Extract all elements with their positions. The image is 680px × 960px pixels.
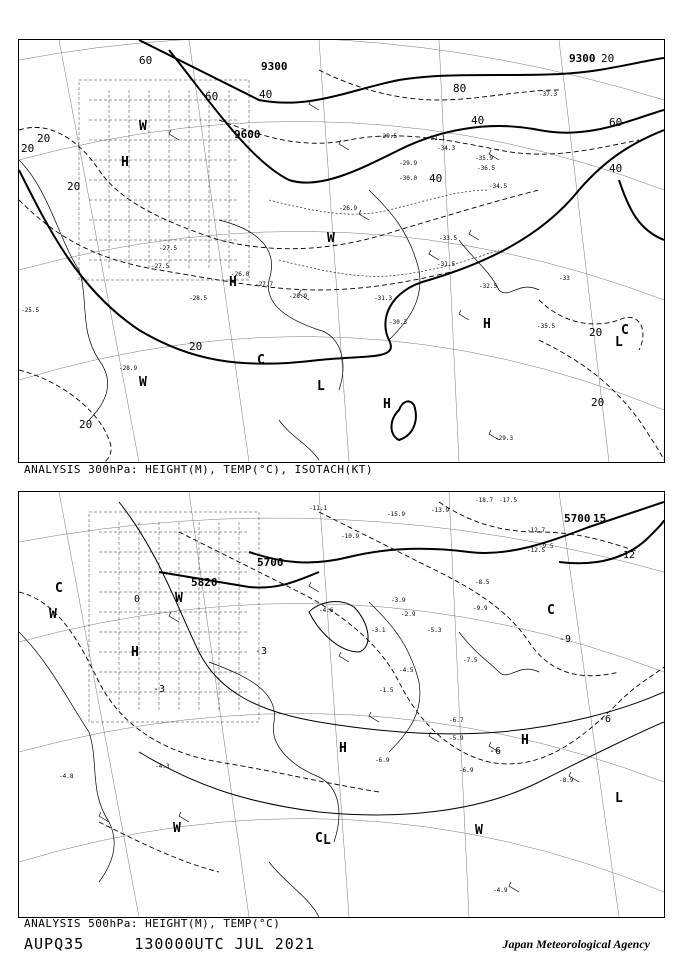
high-center: H: [483, 317, 491, 332]
isotach-label: 20: [589, 326, 603, 339]
isotach-label: 20: [67, 180, 81, 193]
pressure-centers-300: [121, 119, 629, 412]
isotach-label: 20: [601, 52, 615, 65]
map-500hpa: [18, 491, 665, 918]
coastline-500: [19, 602, 539, 917]
height-label: 5700: [257, 556, 284, 569]
high-center: H: [383, 397, 391, 412]
station-temp: -12.7: [527, 527, 546, 534]
warm-center: W: [139, 375, 147, 390]
cold-center: C: [55, 581, 63, 596]
cold-center: C: [621, 323, 629, 338]
station-temp: -3.9: [391, 597, 406, 604]
low-center: L: [615, 791, 623, 806]
high-center: H: [121, 155, 129, 170]
station-data-300: [21, 91, 570, 442]
isotach-label: 40: [609, 162, 623, 175]
station-temp: -27.5: [159, 245, 178, 252]
station-temp: -10.9: [341, 533, 360, 540]
warm-center: W: [49, 607, 57, 622]
station-temp: -4.8: [59, 773, 74, 780]
cold-center: C: [257, 353, 265, 368]
high-center: H: [521, 733, 529, 748]
wind-barbs-500: [99, 582, 579, 892]
station-temp: -4.6: [319, 607, 334, 614]
isotherm-label: -6: [599, 714, 612, 725]
isotach-label: 20: [21, 142, 35, 155]
station-temp: -26.9: [339, 205, 358, 212]
station-temp: -27.5: [151, 263, 170, 270]
station-temp: -34.3: [437, 145, 456, 152]
station-temp: -11.1: [309, 505, 328, 512]
map-300hpa-canvas: [19, 40, 664, 462]
station-temp: -31.1: [427, 135, 446, 142]
station-temp: -28.5: [189, 295, 208, 302]
isotach-label: 20: [591, 396, 605, 409]
station-temp: -8.5: [475, 579, 490, 586]
isotach-label: 40: [259, 88, 273, 101]
station-temp: -36.5: [477, 165, 496, 172]
station-temp: -4.3: [155, 763, 170, 770]
station-temp: -18.7: [475, 497, 494, 504]
isotach-label: 80: [453, 82, 467, 95]
isotach-label: 40: [471, 114, 485, 127]
map-300hpa: [18, 39, 665, 463]
station-temp: -25.5: [21, 307, 40, 314]
station-temp: -30.0: [399, 175, 418, 182]
isotach-label: 20: [189, 340, 203, 353]
station-temp: -29.9: [399, 160, 418, 167]
station-temp: -1.5: [379, 687, 394, 694]
station-temp: -7.5: [463, 657, 478, 664]
station-temp: -28.9: [289, 293, 308, 300]
isotach-label: 20: [79, 418, 93, 431]
height-label: 9300: [569, 52, 596, 65]
caption-500hpa: ANALYSIS 500hPa: HEIGHT(M), TEMP(°C): [24, 917, 281, 930]
isotachs-300: [19, 70, 664, 462]
cold-center: C: [547, 603, 555, 618]
station-temp: -33: [559, 275, 570, 282]
station-temp: -31.3: [374, 295, 393, 302]
warm-center: W: [173, 821, 181, 836]
station-temp: -9.5: [539, 543, 554, 550]
station-temp: -12.5: [527, 547, 546, 554]
station-temp: -13.9: [431, 507, 450, 514]
isotach-label: 60: [139, 54, 153, 67]
station-temp: -26.0: [231, 271, 250, 278]
high-center: H: [131, 645, 139, 660]
isotach-label: 60: [609, 116, 623, 129]
station-temp: -28.9: [119, 365, 138, 372]
low-center: L: [323, 833, 331, 848]
isotach-label: 60: [205, 90, 219, 103]
station-temp: -35.9: [475, 155, 494, 162]
station-temp: -35.5: [537, 323, 556, 330]
pressure-centers-500: [49, 581, 623, 848]
station-temp: -5.9: [449, 735, 464, 742]
height-label: 5820: [191, 576, 218, 589]
station-temp: -30.3: [389, 319, 408, 326]
warm-center: W: [139, 119, 147, 134]
map-500hpa-canvas: [19, 492, 664, 917]
high-center: H: [229, 275, 237, 290]
height-label: 15: [593, 512, 607, 525]
height-label: 9300: [261, 60, 288, 73]
isotherm-label: -6: [489, 746, 502, 757]
station-temp: -37.3: [539, 91, 558, 98]
isotach-label: 40: [429, 172, 443, 185]
cold-center: C: [315, 831, 323, 846]
station-temp: -4.9: [493, 887, 508, 894]
graticule-300: [19, 40, 664, 462]
station-temp: -15.9: [387, 511, 406, 518]
isotherm-label: -3: [153, 684, 166, 695]
isotherms-500: [19, 502, 664, 872]
warm-center: W: [327, 231, 335, 246]
warm-center: W: [475, 823, 483, 838]
station-temp: -3.1: [371, 627, 386, 634]
isotherm-label: 0: [134, 594, 141, 605]
high-center: H: [339, 741, 347, 756]
low-center: L: [317, 379, 325, 394]
station-temp: -34.5: [489, 183, 508, 190]
station-temp: -29.3: [495, 435, 514, 442]
isotherm-label: -12: [617, 550, 636, 561]
station-temp: -6.9: [459, 767, 474, 774]
agency-name: Japan Meteorological Agency: [502, 937, 650, 951]
isotherms-300: [269, 190, 499, 276]
station-temp: -31.5: [437, 261, 456, 268]
graticule-500: [19, 492, 664, 917]
station-temp: -5.3: [427, 627, 442, 634]
isotherm-label: -9: [559, 634, 572, 645]
chart-code: AUPQ35 130000UTC JUL 2021: [24, 935, 315, 953]
height-label: 9600: [234, 128, 261, 141]
station-temp: -2.9: [401, 611, 416, 618]
station-temp: -8.9: [559, 777, 574, 784]
height-label: 5700: [564, 512, 591, 525]
station-temp: -32.5: [479, 283, 498, 290]
station-temp: -17.5: [499, 497, 518, 504]
station-temp: -29.5: [379, 133, 398, 140]
caption-300hpa: ANALYSIS 300hPa: HEIGHT(M), TEMP(°C), ISOTACH(KT): [24, 463, 374, 476]
station-temp: -6.9: [375, 757, 390, 764]
station-temp: -33.5: [439, 235, 458, 242]
isotach-label: 20: [37, 132, 51, 145]
station-temp: -27.7: [255, 281, 274, 288]
station-temp: -6.7: [449, 717, 464, 724]
isotherm-label: -3: [255, 646, 268, 657]
warm-center: W: [175, 591, 183, 606]
terrain-hatch-500: [89, 512, 259, 722]
isotach-labels-300: [21, 52, 622, 431]
station-temp: -9.9: [473, 605, 488, 612]
station-temp: -4.5: [399, 667, 414, 674]
low-center: L: [615, 335, 623, 350]
